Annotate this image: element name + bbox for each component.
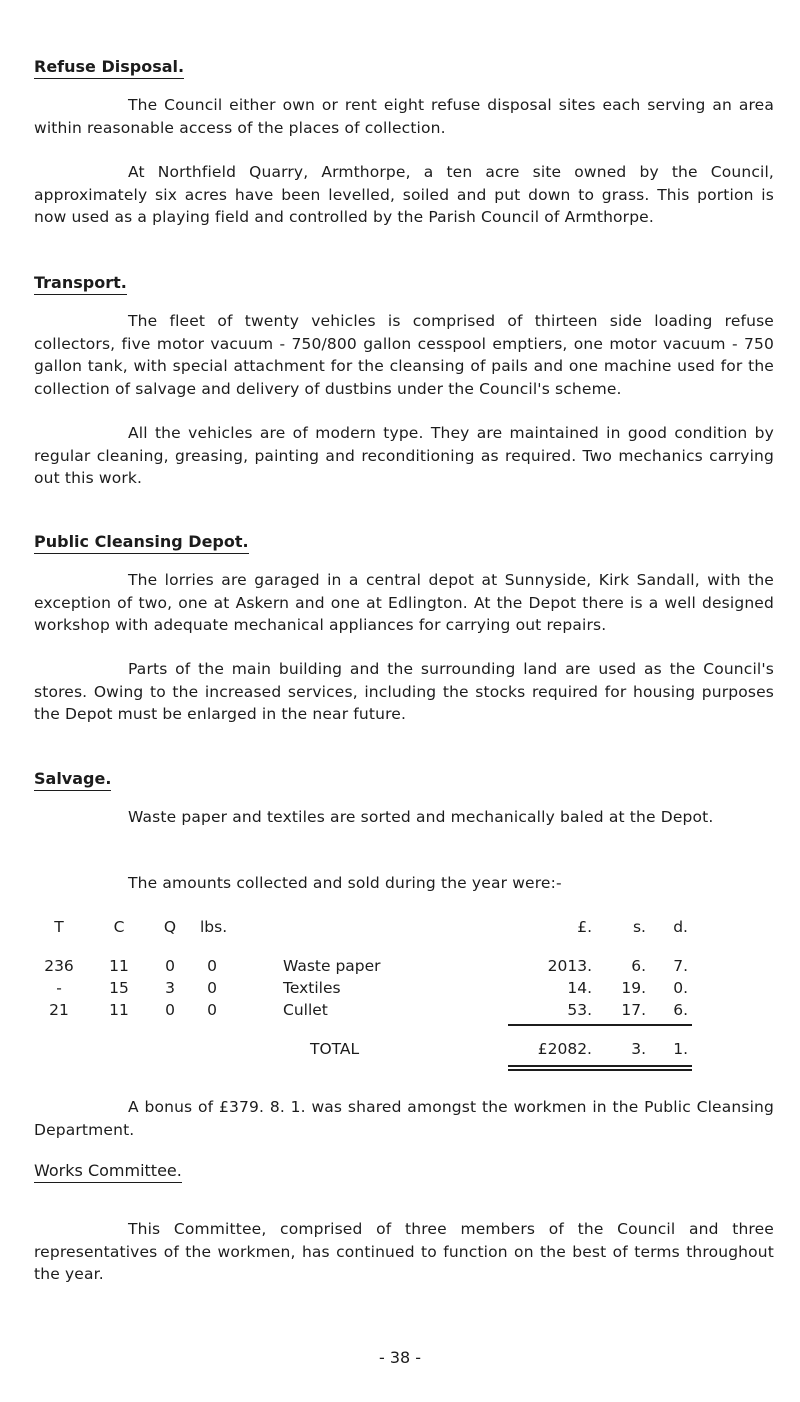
header-pounds: £. <box>577 918 592 936</box>
total-label: TOTAL <box>310 1040 360 1058</box>
cell-pounds: 14. <box>567 979 592 997</box>
paragraph-transport-2: All the vehicles are of modern type. They are maintained in good condition by regular cleaning, greasing, painting and reconditioning as required. Two mechanics carrying out this work. <box>34 424 774 487</box>
cell-pence: 6. <box>673 1001 688 1019</box>
cell-cwt: 11 <box>109 1001 129 1019</box>
cell-pounds: 2013. <box>547 957 592 975</box>
cell-shillings: 6. <box>631 957 646 975</box>
cell-tons: 21 <box>49 1001 69 1019</box>
paragraph-salvage-2: The amounts collected and sold during the year were:- <box>128 874 562 892</box>
cell-lbs: 0 <box>207 957 217 975</box>
cell-item: Waste paper <box>283 957 381 975</box>
total-double-rule-lower <box>508 1069 692 1071</box>
header-tons: T <box>54 918 64 936</box>
paragraph-works-1: This Committee, comprised of three members of the Council and three representatives of the workmen, has continued to function on the best of terms throughout the year. <box>34 1220 774 1283</box>
cell-quarters: 0 <box>165 957 175 975</box>
cell-item: Textiles <box>283 979 341 997</box>
heading-refuse-disposal: Refuse Disposal. <box>34 56 184 79</box>
cell-lbs: 0 <box>207 979 217 997</box>
paragraph-salvage-1: Waste paper and textiles are sorted and mechanically baled at the Depot. <box>128 808 714 826</box>
header-quarters: Q <box>163 918 177 936</box>
header-cwt: C <box>113 918 125 936</box>
paragraph-transport-1: The fleet of twenty vehicles is comprised of thirteen side loading refuse collectors, five motor vacuum - 750/800 gallon cesspool emptiers, one motor vacuum - 750 gallon tank, with special attachment for the cleansing of pails and one machine used for the collection of salvage and delivery of dustbins under the Council's scheme. <box>34 312 774 398</box>
total-shillings: 3. <box>631 1040 646 1058</box>
total-double-rule-upper <box>508 1065 692 1067</box>
paragraph-salvage-bonus: A bonus of £379. 8. 1. was shared amongst the workmen in the Public Cleansing Department. <box>34 1098 774 1139</box>
cell-quarters: 3 <box>165 979 175 997</box>
total-pence: 1. <box>673 1040 688 1058</box>
cell-pounds: 53. <box>567 1001 592 1019</box>
heading-transport: Transport. <box>34 272 127 295</box>
cell-shillings: 19. <box>621 979 646 997</box>
paragraph-refuse-2: At Northfield Quarry, Armthorpe, a ten acre site owned by the Council, approximately six acres have been levelled, soiled and put down to grass. This portion is now used as a playing field and controlled by the Parish Council of Armthorpe. <box>34 163 774 226</box>
cell-shillings: 17. <box>621 1001 646 1019</box>
cell-quarters: 0 <box>165 1001 175 1019</box>
total-pounds: £2082. <box>537 1040 592 1058</box>
cell-cwt: 15 <box>109 979 129 997</box>
header-lbs: lbs. <box>200 918 228 936</box>
paragraph-refuse-1: The Council either own or rent eight refuse disposal sites each serving an area within reasonable access of the places of collection. <box>34 96 774 137</box>
heading-works-committee: Works Committee. <box>34 1160 182 1183</box>
cell-lbs: 0 <box>207 1001 217 1019</box>
cell-pence: 0. <box>673 979 688 997</box>
header-shillings: s. <box>632 918 646 936</box>
cell-pence: 7. <box>673 957 688 975</box>
cell-cwt: 11 <box>109 957 129 975</box>
heading-salvage: Salvage. <box>34 768 111 791</box>
heading-public-cleansing-depot: Public Cleansing Depot. <box>34 531 249 554</box>
total-top-rule <box>508 1024 692 1026</box>
cell-tons: 236 <box>44 957 74 975</box>
cell-tons: - <box>56 979 62 997</box>
paragraph-depot-2: Parts of the main building and the surrounding land are used as the Council's stores. Owing to the increased services, including the stocks required for housing purposes the Depot must be enlarged in the near future. <box>34 660 774 723</box>
paragraph-depot-1: The lorries are garaged in a central depot at Sunnyside, Kirk Sandall, with the exception of two, one at Askern and one at Edlington. At the Depot there is a well designed workshop with adequate mechanical appliances for carrying out repairs. <box>34 571 774 634</box>
header-pence: d. <box>673 918 688 936</box>
page-number: - 38 - <box>378 1348 422 1367</box>
cell-item: Cullet <box>283 1001 328 1019</box>
